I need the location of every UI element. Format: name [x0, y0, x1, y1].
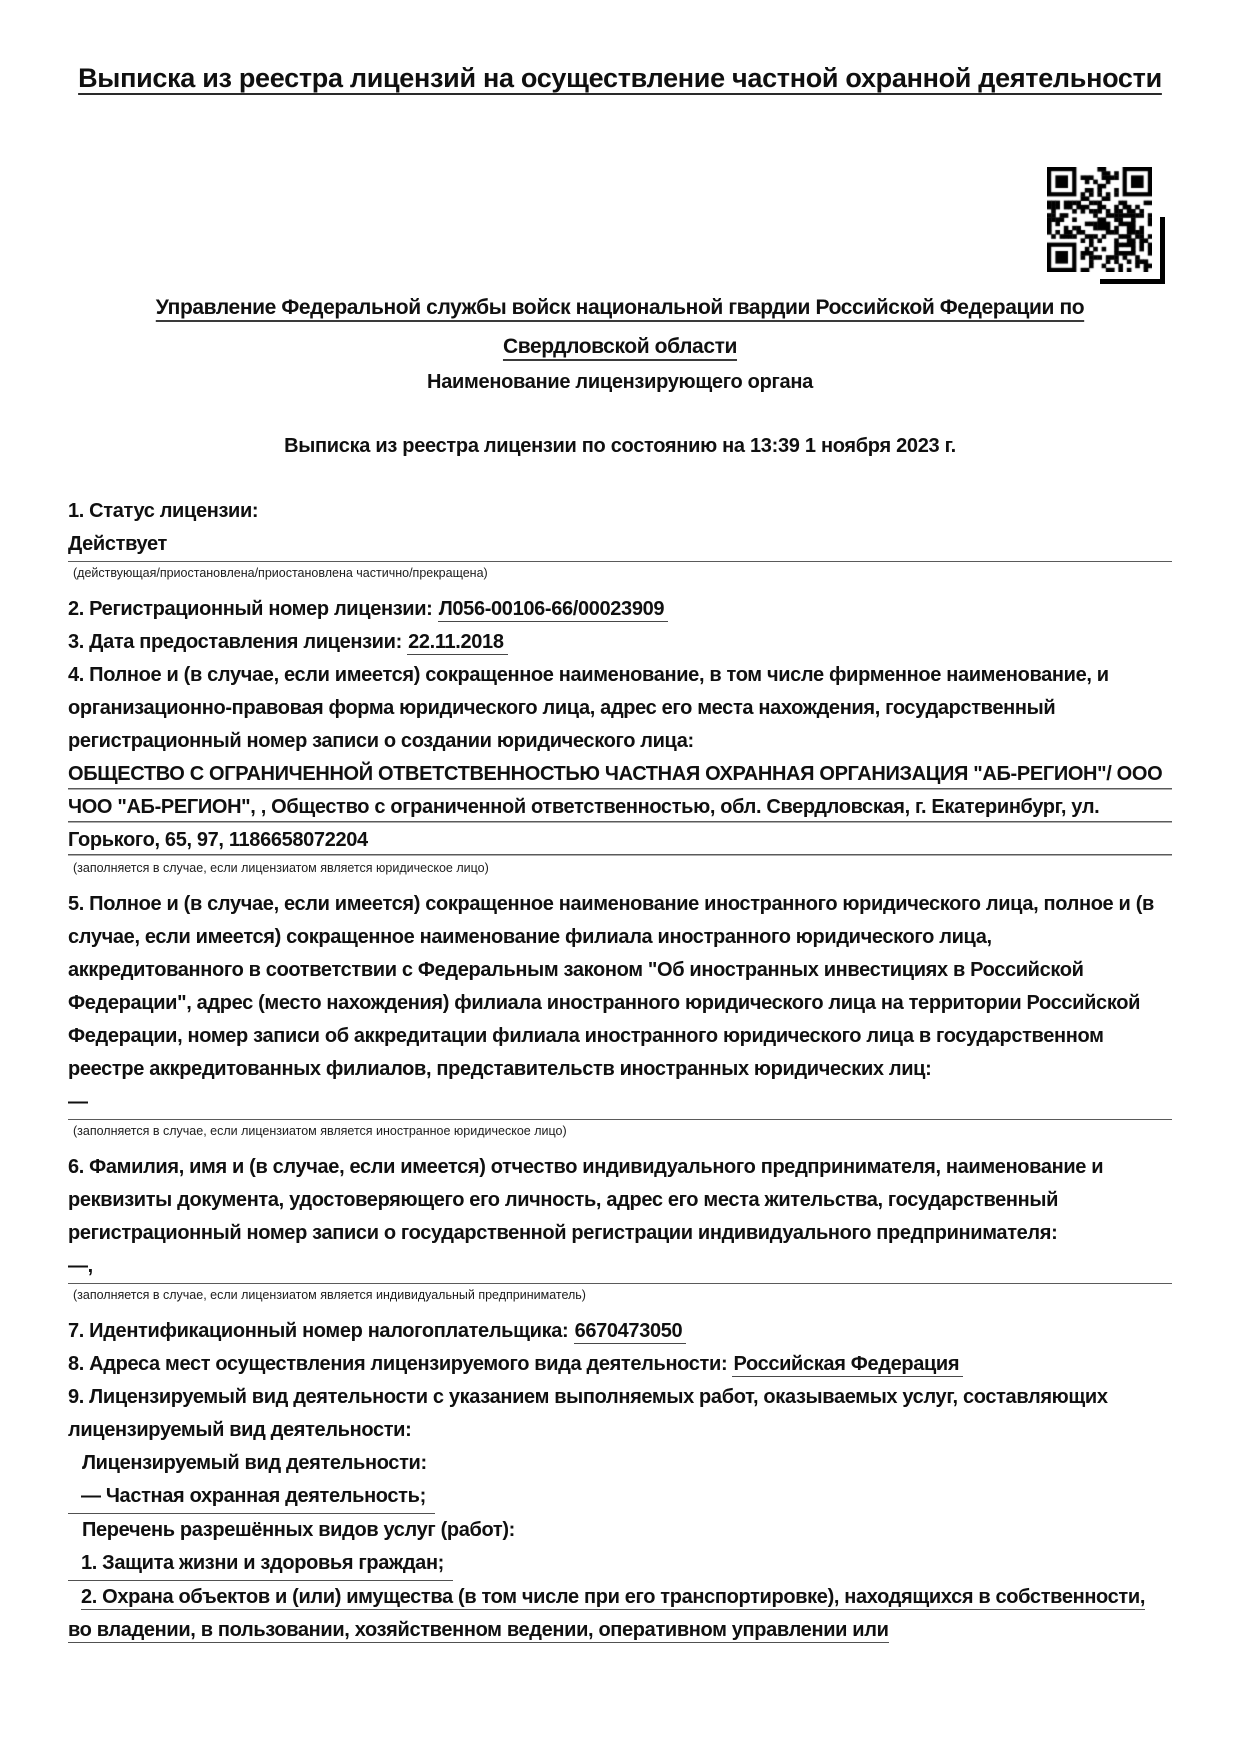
item-9-subitem-activity-label: Лицензируемый вид деятельности: — [82, 1452, 427, 1474]
item-9-subitem-service-1: 1. Защита жизни и здоровья граждан; — [68, 1547, 453, 1581]
item-6-label: 6. Фамилия, имя и (в случае, если имеется) отчество индивидуального предпринимателя, наименование и реквизиты документа, удостоверяющего его личность, адрес его места жительства, государственный регистрационный номер записи о государственной регистрации индивидуального предпринимателя: — [68, 1156, 1104, 1244]
item-3-label: 3. Дата предоставления лицензии: — [68, 631, 402, 653]
item-6-value: —, — [68, 1250, 1172, 1284]
item-9-subitem-activity-row — [68, 1480, 1172, 1514]
item-9-subitem-activity-value: — Частная охранная деятельность; — [68, 1480, 435, 1514]
item-7-row — [68, 1315, 1172, 1348]
item-3-value: 22.11.2018 — [407, 631, 508, 655]
item-3-row — [68, 626, 1172, 659]
item-9-label: 9. Лицензируемый вид деятельности с указанием выполняемых работ, оказываемых услуг, составляющих лицензируемый вид деятельности: — [68, 1386, 1108, 1441]
item-2-value: Л056-00106-66/00023909 — [438, 598, 668, 622]
licensing-authority-caption: Наименование лицензирующего органа — [427, 371, 813, 393]
item-6-caption: (заполняется в случае, если лицензиатом является индивидуальный предприниматель) — [73, 1288, 586, 1302]
item-1-label: 1. Статус лицензии: — [68, 500, 259, 522]
item-9-subitem-service-2: 2. Охрана объектов и (или) имущества (в том числе при его транспортировке), находящихся в собственности, во владении, в пользовании, хозяйственном ведении, оперативном управлении или — [68, 1586, 1146, 1641]
item-5-caption: (заполняется в случае, если лицензиатом является иностранное юридическое лицо) — [73, 1124, 567, 1138]
extract-statement: Выписка из реестра лицензии по состоянию на 13:39 1 ноября 2023 г. — [284, 435, 956, 457]
item-8-row — [68, 1348, 1172, 1381]
item-7-label: 7. Идентификационный номер налогоплательщика: — [68, 1320, 569, 1342]
item-9-subitem-services-label: Перечень разрешённых видов услуг (работ): — [82, 1519, 515, 1541]
item-4-caption: (заполняется в случае, если лицензиатом является юридическое лицо) — [73, 861, 489, 875]
qr-region — [68, 167, 1172, 272]
qr-holder — [1047, 167, 1152, 272]
item-2-label: 2. Регистрационный номер лицензии: — [68, 598, 433, 620]
document-title: Выписка из реестра лицензий на осуществление частной охранной деятельности — [78, 63, 1162, 93]
item-8-value: Российская Федерация — [732, 1353, 963, 1377]
item-1-value: Действует — [68, 528, 1172, 562]
item-1-caption: (действующая/приостановлена/приостановлена частично/прекращена) — [73, 566, 488, 580]
item-2-row — [68, 593, 1172, 626]
item-9-subitem-service-2-row — [68, 1581, 1172, 1647]
item-5-value: — — [68, 1086, 1172, 1120]
document-body — [68, 495, 1172, 1647]
corner-bracket-icon — [1100, 217, 1165, 284]
item-7-value: 6670473050 — [574, 1320, 687, 1344]
licensing-authority-name: Управление Федеральной службы войск национальной гвардии Российской Федерации по Свердловской области — [155, 296, 1085, 358]
item-4-value: ОБЩЕСТВО С ОГРАНИЧЕННОЙ ОТВЕТСТВЕННОСТЬЮ ЧАСТНАЯ ОХРАННАЯ ОРГАНИЗАЦИЯ "АБ-РЕГИОН"/ ООО ЧОО "АБ-РЕГИОН", , Общество с ограниченной ответственностью, обл. Свердловская, г. Екатеринбург, ул. Горького, 65, 97, 1186658072204 — [68, 758, 1172, 857]
item-5-label: 5. Полное и (в случае, если имеется) сокращенное наименование иностранного юридического лица, полное и (в случае, если имеется) сокращенное наименование филиала иностранного юридического лица, аккредитованного в соответствии с Федеральным законом "Об иностранных инвестициях в Российской Федерации", адрес (место нахождения) филиала иностранного юридического лица на территории Российской Федерации, номер записи об аккредитации филиала иностранного юридического лица в государственном реестре аккредитованных филиалов, представительств иностранных юридических лиц: — [68, 893, 1154, 1080]
item-9-subitem-service-1-row — [68, 1547, 1172, 1581]
item-8-label: 8. Адреса мест осуществления лицензируемого вида деятельности: — [68, 1353, 728, 1375]
item-4-label: 4. Полное и (в случае, если имеется) сокращенное наименование, в том числе фирменное наименование, и организационно-правовая форма юридического лица, адрес его места нахождения, государственный регистрационный номер записи о создании юридического лица: — [68, 664, 1109, 752]
